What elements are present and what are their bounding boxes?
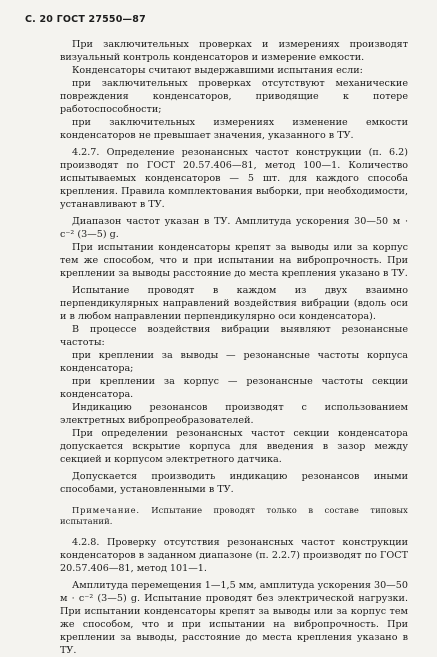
paragraph-directions: Испытание проводят в каждом из двух взаимно перпендикулярных направлений воздействия вибрации (вдоль оси и в любом направлении перпендикулярно оси конденсатора). xyxy=(60,285,408,322)
paragraph-body-mounting: при креплении за корпус — резонансные частоты секции конденсатора. xyxy=(60,376,408,400)
paragraph-indication: Индикацию резонансов производят с использованием электретных вибропреобразователей. xyxy=(60,402,408,426)
paragraph-4-2-7: 4.2.7. Определение резонансных частот конструкции (п. 6.2) производят по ГОСТ 20.57.406—81, метод 100—1. Количество испытываемых конденсаторов — 5 шт. для каждого способа крепления. Правила комплектования выборки, при необходимости, устанавливают в ТУ. xyxy=(60,147,408,210)
note-text: Испытание проводят только в составе типовых испытаний. xyxy=(60,505,408,526)
paragraph-lead-mounting: при креплении за выводы — резонансные частоты корпуса конденсатора; xyxy=(60,350,408,374)
paragraph-no-damage: при заключительных проверках отсутствуют механические повреждения конденсаторов, приводящие к потере работоспособности; xyxy=(60,78,408,115)
paragraph-capacitance-change: при заключительных измерениях изменение емкости конденсаторов не превышает значения, указанного в ТУ. xyxy=(60,117,408,141)
note xyxy=(60,505,408,527)
paragraph-case-opening: При определении резонансных частот секции конденсатора допускается вскрытие корпуса для введения в зазор между секцией и корпусом электретного датчика. xyxy=(60,428,408,465)
document-body xyxy=(60,38,408,657)
note-lead: Примечание. xyxy=(72,505,140,515)
paragraph-frequency-range: Диапазон частот указан в ТУ. Амплитуда ускорения 30—50 м · с⁻² (3—5) g. xyxy=(60,216,408,240)
paragraph-pass-criteria: Конденсаторы считают выдержавшими испытания если: xyxy=(72,65,363,76)
paragraph-other-methods: Допускается производить индикацию резонансов иными способами, установленными в ТУ. xyxy=(60,471,408,495)
paragraph-4-2-8: 4.2.8. Проверку отсутствия резонансных частот конструкции конденсаторов в заданном диапазоне (п. 2.2.7) производят по ГОСТ 20.57.406—81, метод 101—1. xyxy=(60,537,408,574)
page-header: С. 20 ГОСТ 27550—87 xyxy=(25,14,146,25)
paragraph-amplitude: Амплитуда перемещения 1—1,5 мм, амплитуда ускорения 30—50 м · с⁻² (3—5) g. Испытание проводят без электрической нагрузки. При испытании конденсаторы крепят за выводы или за корпус тем же способом, что и при испытании на вибропрочность. При креплении за выводы, расстояние до места крепления указано в ТУ. xyxy=(60,580,408,656)
paragraph-detect-resonance: В процессе воздействия вибрации выявляют резонансные частоты: xyxy=(60,324,408,348)
paragraph-final-checks: При заключительных проверках и измерениях производят визуальный контроль конденсаторов и измерение емкости. xyxy=(60,39,408,63)
paragraph-mounting: При испытании конденсаторы крепят за выводы или за корпус тем же способом, что и при испытании на вибропрочность. При креплении за выводы расстояние до места крепления указано в ТУ. xyxy=(60,242,408,279)
